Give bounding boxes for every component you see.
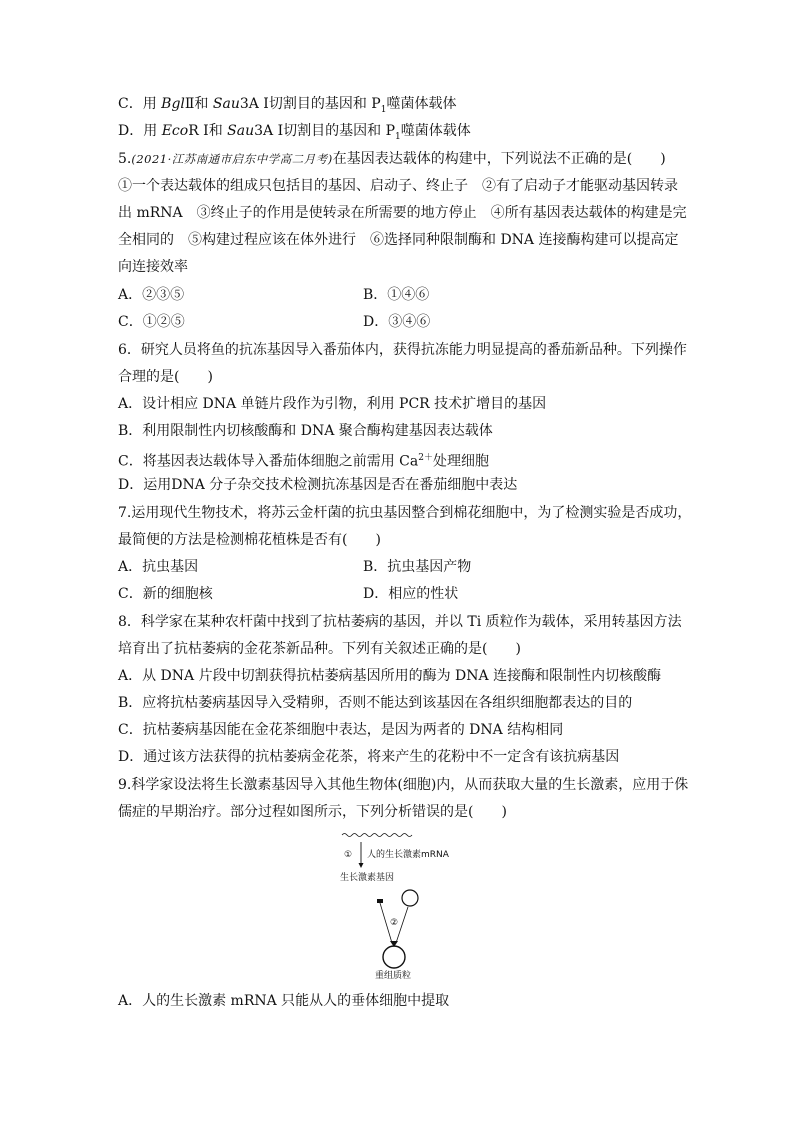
recombinant-plasmid-label: 重组质粒 — [375, 971, 412, 980]
mrna-label: 人的生长激素mRNA — [367, 850, 449, 860]
step1-label: ① — [344, 850, 353, 860]
q6-stem-line-2: 合理的是( ) — [118, 369, 213, 385]
q7-options-row-1 — [118, 558, 678, 576]
q5-option-d: D．③④⑥ — [363, 314, 431, 330]
q9-stem-line-1: 9.科学家设法将生长激素基因导入其他生物体(细胞)内，从而获取大量的生长激素，应用于侏 — [118, 777, 689, 793]
gene-recombination-figure — [330, 830, 470, 980]
q8-stem-line-2: 培育出了抗枯萎病的金花茶新品种。下列有关叙述正确的是( ) — [118, 641, 521, 657]
q8-option-b: B．应将抗枯萎病基因导入受精卵，否则不能达到该基因在各组织细胞都表达的目的 — [118, 695, 633, 711]
q6-option-d: D．运用DNA 分子杂交技术检测抗冻基因是否在番茄细胞中表达 — [118, 477, 518, 493]
q5-stem-line-4: 全相同的 ⑤构建过程应该在体外进行 ⑥选择同种限制酶和 DNA 连接酶构建可以提高定 — [118, 232, 679, 248]
q4-option-d: D．用 EcoR Ⅰ和 Sau3A Ⅰ切割目的基因和 $P_1$噬菌体载体 — [118, 123, 471, 142]
q5-option-a: A．②③⑤ — [118, 287, 185, 303]
q9-option-a: A．人的生长激素 mRNA 只能从人的垂体细胞中提取 — [118, 993, 450, 1009]
q5-stem-line-5: 向连接效率 — [118, 259, 188, 275]
q5-options-row-2 — [118, 313, 678, 331]
q8-option-d: D．通过该方法获得的抗枯萎病金花茶，将来产生的花粉中不一定含有该抗病基因 — [118, 749, 620, 765]
recombinant-plasmid-circle — [383, 946, 405, 968]
q8-option-a: A．从 DNA 片段中切割获得抗枯萎病基因所用的酶为 DNA 连接酶和限制性内切核酸酶 — [118, 668, 662, 684]
plasmid-circle — [402, 890, 418, 906]
q7-option-a: A．抗虫基因 — [118, 559, 199, 575]
q6-option-b: B．利用限制性内切核酸酶和 DNA 聚合酶构建基因表达载体 — [118, 423, 493, 439]
q8-stem-line-1: 8．科学家在某种农杆菌中找到了抗枯萎病的基因，并以 Ti 质粒作为载体，采用转基因方法 — [118, 614, 682, 630]
q9-stem-line-2: 儒症的早期治疗。部分过程如图所示，下列分析错误的是( ) — [118, 804, 507, 820]
q7-stem-line-1: 7.运用现代生物技术，将苏云金杆菌的抗虫基因整合到棉花细胞中，为了检测实验是否成功， — [118, 505, 692, 521]
gene-label: 生长激素基因 — [340, 873, 395, 883]
q5-option-c: C．①②⑤ — [118, 314, 185, 330]
step2-label: ② — [390, 918, 399, 928]
q6-option-c: C．将基因表达载体导入番茄体细胞之前需用 $Ca^{2+}$处理细胞 — [118, 453, 489, 470]
gene-fragment — [377, 899, 383, 903]
q5-option-b: B．①④⑥ — [363, 287, 430, 303]
step1-arrowhead — [359, 863, 364, 868]
q7-options-row-2 — [118, 585, 678, 603]
q5-stem-line-3: 出 mRNA ③终止子的作用是使转录在所需要的地方停止 ④所有基因表达载体的构建是完 — [118, 205, 687, 221]
q5-stem-line-2: ①一个表达载体的组成只包括目的基因、启动子、终止子 ②有了启动子才能驱动基因转录 — [118, 178, 678, 194]
q5-options-row-1 — [118, 286, 678, 304]
q8-option-c: C．抗枯萎病基因能在金花茶细胞中表达，是因为两者的 DNA 结构相同 — [118, 722, 564, 738]
q7-option-b: B．抗虫基因产物 — [363, 559, 472, 575]
q6-stem-line-1: 6．研究人员将鱼的抗冻基因导入番茄体内，获得抗冻能力明显提高的番茄新品种。下列操作 — [118, 342, 687, 358]
q5-source: (2021·江苏南通市启东中学高二月考) — [131, 152, 333, 166]
q6-option-a: A．设计相应 DNA 单链片段作为引物，利用 PCR 技术扩增目的基因 — [118, 396, 547, 412]
mrna-wave — [342, 834, 412, 837]
q4-option-c: C．用 BglⅡ和 Sau3A Ⅰ切割目的基因和 $P_1$噬菌体载体 — [118, 96, 457, 115]
q5-stem-line-1: 5.(2021·江苏南通市启东中学高二月考)在基因表达载体的构建中，下列说法不正确的是( ) — [118, 151, 666, 167]
q7-option-c: C．新的细胞核 — [118, 586, 213, 602]
q7-stem-line-2: 最简便的方法是检测棉花植株是否有( ) — [118, 532, 381, 548]
q7-option-d: D．相应的性状 — [363, 586, 459, 602]
